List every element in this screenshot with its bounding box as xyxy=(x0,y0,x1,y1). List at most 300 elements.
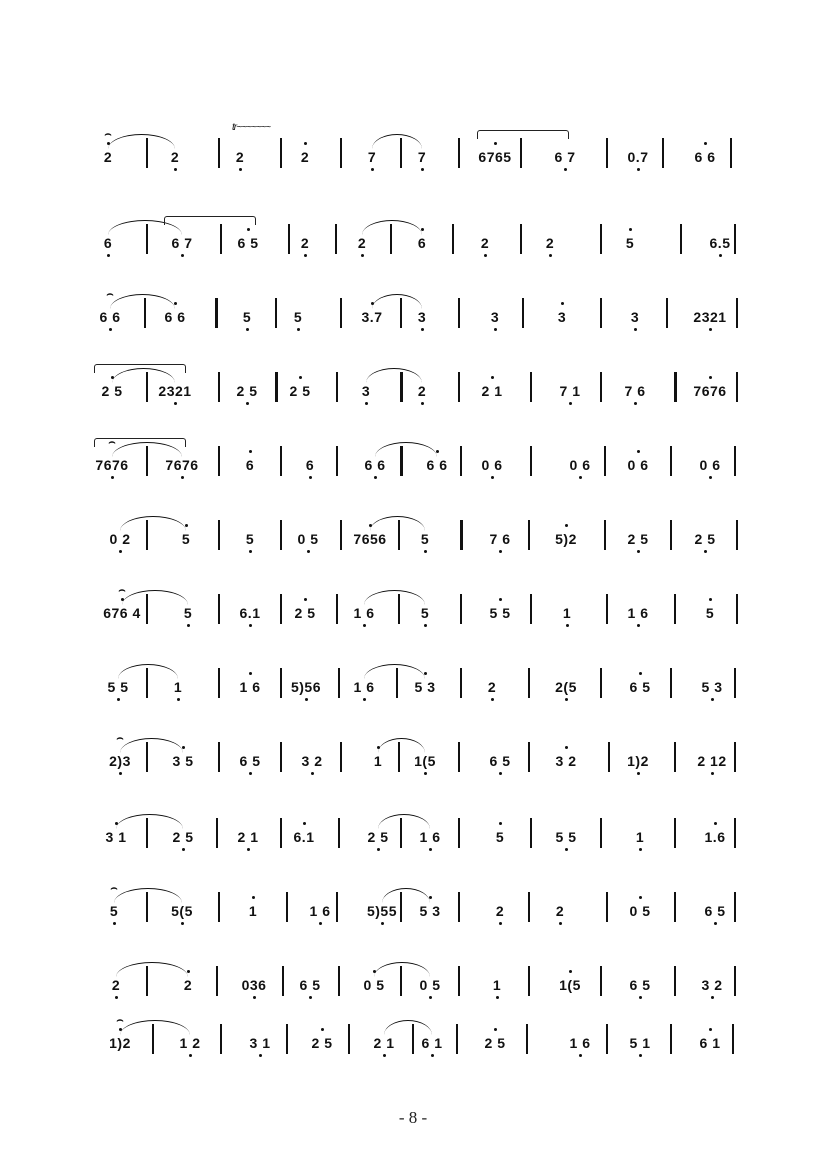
note-group: 0 5 xyxy=(419,977,441,993)
score-row xyxy=(100,384,736,444)
note-group: 5 xyxy=(495,829,505,845)
note-group: 1 6 xyxy=(239,679,261,695)
octave-dot xyxy=(639,848,642,851)
octave-dot xyxy=(247,848,250,851)
octave-dot xyxy=(365,402,368,405)
bar-line xyxy=(520,138,522,168)
bar-line xyxy=(528,668,530,698)
octave-dot xyxy=(704,142,707,145)
octave-dot xyxy=(361,254,364,257)
octave-dot xyxy=(109,328,112,331)
note-group: 5)55 xyxy=(366,903,398,919)
bar-line xyxy=(458,372,460,402)
bar-line xyxy=(458,298,460,328)
bar-line xyxy=(736,520,738,550)
octave-dot xyxy=(246,328,249,331)
phrase-bracket xyxy=(94,438,186,447)
note-group: 2 xyxy=(103,149,113,165)
octave-dot xyxy=(499,922,502,925)
bar-line xyxy=(600,298,602,328)
bar-line xyxy=(530,594,532,624)
note-group: 5)56 xyxy=(290,679,322,695)
note-group: 5 5 xyxy=(489,605,511,621)
octave-dot xyxy=(719,254,722,257)
bar-line xyxy=(674,818,676,848)
tie-arc xyxy=(372,294,422,309)
note-group: 1)2 xyxy=(109,1035,131,1051)
note-group: 6.1 xyxy=(239,605,261,621)
note-group: 1 6 xyxy=(309,903,331,919)
note-group: 2 1 xyxy=(237,829,259,845)
octave-dot xyxy=(115,996,118,999)
score-row xyxy=(100,236,736,296)
bar-line xyxy=(218,742,220,772)
bar-line xyxy=(218,892,220,922)
note-group: 7676 xyxy=(693,383,727,399)
note-group: 2 xyxy=(495,903,505,919)
bar-line xyxy=(218,520,220,550)
note-group: 2 xyxy=(235,149,245,165)
octave-dot xyxy=(113,922,116,925)
note-group: 2 5 xyxy=(172,829,194,845)
bar-line xyxy=(456,1024,458,1054)
bar-line xyxy=(458,818,460,848)
octave-dot xyxy=(107,254,110,257)
note-group: 2 5 xyxy=(101,383,123,399)
octave-dot xyxy=(307,550,310,553)
note-group: 0.7 xyxy=(627,149,649,165)
note-group: 036 xyxy=(241,977,267,993)
octave-dot xyxy=(637,168,640,171)
note-group: 6.1 xyxy=(293,829,315,845)
bar-line xyxy=(338,668,340,698)
bar-line xyxy=(670,668,672,698)
octave-dot xyxy=(253,996,256,999)
note-group: 1 xyxy=(173,679,183,695)
note-group: 1(5 xyxy=(414,753,436,769)
note-group: 5)2 xyxy=(555,531,577,547)
note-group: 3 xyxy=(630,309,640,325)
note-group: 7676 xyxy=(165,457,199,473)
octave-dot xyxy=(249,450,252,453)
note-group: 2(5 xyxy=(555,679,577,695)
octave-dot xyxy=(303,822,306,825)
octave-dot xyxy=(566,624,569,627)
bar-line xyxy=(280,668,282,698)
note-group: 6 1 xyxy=(699,1035,721,1051)
octave-dot xyxy=(634,402,637,405)
note-group: 6 6 xyxy=(99,309,121,325)
octave-dot xyxy=(499,598,502,601)
score-row xyxy=(100,1014,736,1096)
note-group: 6 5 xyxy=(704,903,726,919)
octave-dot xyxy=(559,922,562,925)
note-group: 1 xyxy=(492,977,502,993)
bar-line xyxy=(734,446,736,476)
octave-dot xyxy=(711,996,714,999)
note-group: 7 xyxy=(367,149,377,165)
note-group: 7 1 xyxy=(559,383,581,399)
note-group: 5 xyxy=(109,903,119,919)
note-group: 2 xyxy=(170,149,180,165)
bar-line xyxy=(275,372,278,402)
bar-line xyxy=(600,966,602,996)
note-group: 1 6 xyxy=(353,679,375,695)
octave-dot xyxy=(383,1054,386,1057)
octave-dot xyxy=(249,672,252,675)
bar-line xyxy=(528,892,530,922)
octave-dot xyxy=(709,328,712,331)
octave-dot xyxy=(185,524,188,527)
note-group: 3 5 xyxy=(172,753,194,769)
octave-dot xyxy=(429,848,432,851)
bar-line xyxy=(736,372,738,402)
bar-line xyxy=(282,966,284,996)
bar-line xyxy=(522,298,524,328)
octave-dot xyxy=(565,524,568,527)
phrase-bracket xyxy=(164,216,256,225)
octave-dot xyxy=(491,476,494,479)
octave-dot xyxy=(709,476,712,479)
note-group: 2 5 xyxy=(236,383,258,399)
tie-arc xyxy=(110,294,175,309)
note-group: 5 5 xyxy=(555,829,577,845)
note-group: 5 xyxy=(242,309,252,325)
note-group: 3 2 xyxy=(555,753,577,769)
octave-dot xyxy=(431,1054,434,1057)
note-group: 1 6 xyxy=(353,605,375,621)
bar-line xyxy=(286,892,288,922)
tie-arc xyxy=(370,516,425,531)
octave-dot xyxy=(187,970,190,973)
note-group: 2 xyxy=(300,149,310,165)
tie-arc xyxy=(366,368,422,383)
octave-dot xyxy=(704,550,707,553)
bar-line xyxy=(734,818,736,848)
octave-dot xyxy=(297,328,300,331)
bar-line xyxy=(335,224,337,254)
note-group: 2321 xyxy=(693,309,727,325)
octave-dot xyxy=(629,228,632,231)
note-group: 2 12 xyxy=(697,753,727,769)
bar-line xyxy=(600,372,602,402)
bar-line xyxy=(530,372,532,402)
bar-line xyxy=(218,594,220,624)
tie-arc xyxy=(372,134,422,149)
bar-line xyxy=(604,520,606,550)
note-group: 2 5 xyxy=(694,531,716,547)
octave-dot xyxy=(494,142,497,145)
note-group: 2 xyxy=(111,977,121,993)
octave-dot xyxy=(569,402,572,405)
octave-dot xyxy=(424,772,427,775)
octave-dot xyxy=(374,476,377,479)
bar-line xyxy=(670,520,672,550)
bar-line xyxy=(218,446,220,476)
note-group: 5 3 xyxy=(414,679,436,695)
note-group: 2 1 xyxy=(481,383,503,399)
note-group: 3 1 xyxy=(249,1035,271,1051)
octave-dot xyxy=(252,896,255,899)
note-group: 6.5 xyxy=(709,235,731,251)
score-row xyxy=(100,882,736,964)
octave-dot xyxy=(484,254,487,257)
bar-line xyxy=(666,298,668,328)
note-group: 2 5 xyxy=(627,531,649,547)
bar-line xyxy=(280,138,282,168)
octave-dot xyxy=(499,772,502,775)
note-group: 2)3 xyxy=(109,753,131,769)
octave-dot xyxy=(304,142,307,145)
octave-dot xyxy=(634,328,637,331)
bar-line xyxy=(340,138,342,168)
note-group: 1(5 xyxy=(559,977,581,993)
octave-dot xyxy=(371,168,374,171)
octave-dot xyxy=(496,996,499,999)
bar-line xyxy=(460,594,462,624)
octave-dot xyxy=(564,168,567,171)
note-group: 2 5 xyxy=(311,1035,333,1051)
note-group: 2 xyxy=(555,903,565,919)
score-row xyxy=(100,532,736,592)
note-group: 6 6 xyxy=(164,309,186,325)
note-group: 6 5 xyxy=(629,679,651,695)
note-group: 6 xyxy=(103,235,113,251)
note-group: 5 xyxy=(181,531,191,547)
bar-line xyxy=(530,446,532,476)
bar-line xyxy=(460,446,462,476)
octave-dot xyxy=(639,996,642,999)
octave-dot xyxy=(429,996,432,999)
bar-line xyxy=(340,742,342,772)
note-group: 2 xyxy=(417,383,427,399)
bar-line xyxy=(734,966,736,996)
bar-line xyxy=(670,1024,672,1054)
bar-line xyxy=(338,818,340,848)
tie-arc xyxy=(116,962,188,977)
octave-dot xyxy=(709,598,712,601)
trill-mark: tr~~~~~~~ xyxy=(232,122,270,133)
bar-line xyxy=(674,892,676,922)
note-group: 0 6 xyxy=(627,457,649,473)
octave-dot xyxy=(377,848,380,851)
bar-line xyxy=(336,372,338,402)
note-group: 1)2 xyxy=(627,753,649,769)
phrase-bracket xyxy=(94,364,186,373)
octave-dot xyxy=(637,772,640,775)
octave-dot xyxy=(309,476,312,479)
bar-line xyxy=(218,668,220,698)
fermata-icon: ⌢ xyxy=(108,436,116,448)
note-group: 2 xyxy=(357,235,367,251)
octave-dot xyxy=(491,376,494,379)
bar-line xyxy=(600,224,602,254)
octave-dot xyxy=(421,228,424,231)
octave-dot xyxy=(259,1054,262,1057)
note-group: 6765 xyxy=(478,149,512,165)
note-group: 1.6 xyxy=(704,829,726,845)
note-group: 0 5 xyxy=(629,903,651,919)
bar-line xyxy=(336,892,338,922)
bar-line xyxy=(606,594,608,624)
note-group: 3.7 xyxy=(361,309,383,325)
note-group: 2 5 xyxy=(294,605,316,621)
tie-arc xyxy=(120,738,183,753)
octave-dot xyxy=(181,476,184,479)
octave-dot xyxy=(714,922,717,925)
note-group: 3 2 xyxy=(301,753,323,769)
octave-dot xyxy=(189,1054,192,1057)
octave-dot xyxy=(711,772,714,775)
bar-line xyxy=(674,966,676,996)
note-group: 1 xyxy=(635,829,645,845)
bar-line xyxy=(674,372,677,402)
bar-line xyxy=(218,372,220,402)
tie-arc xyxy=(364,590,425,605)
note-group: 7 xyxy=(417,149,427,165)
octave-dot xyxy=(429,896,432,899)
bar-line xyxy=(280,594,282,624)
note-group: 2 1 xyxy=(373,1035,395,1051)
bar-line xyxy=(604,446,606,476)
note-group: 1 6 xyxy=(569,1035,591,1051)
bar-line xyxy=(674,742,676,772)
octave-dot xyxy=(119,772,122,775)
note-group: 5(5 xyxy=(171,903,193,919)
octave-dot xyxy=(569,970,572,973)
octave-dot xyxy=(249,550,252,553)
tie-arc xyxy=(378,738,425,753)
note-group: 2 xyxy=(545,235,555,251)
note-group: 5 xyxy=(183,605,193,621)
bar-line xyxy=(600,818,602,848)
note-group: 6 6 xyxy=(426,457,448,473)
note-group: 2 xyxy=(480,235,490,251)
bar-line xyxy=(460,520,463,550)
note-group: 2 5 xyxy=(484,1035,506,1051)
bar-line xyxy=(528,742,530,772)
bar-line xyxy=(528,520,530,550)
bar-line xyxy=(732,1024,734,1054)
note-group: 0 6 xyxy=(481,457,503,473)
tie-arc xyxy=(375,442,437,457)
bar-line xyxy=(218,138,220,168)
octave-dot xyxy=(639,672,642,675)
octave-dot xyxy=(319,922,322,925)
note-group: 3 xyxy=(361,383,371,399)
fermata-icon: ⌢ xyxy=(118,584,126,596)
octave-dot xyxy=(709,1028,712,1031)
note-group: 676 4 xyxy=(103,605,141,621)
bar-line xyxy=(520,224,522,254)
bar-line xyxy=(220,224,222,254)
bar-line xyxy=(348,1024,350,1054)
note-group: 6 7 xyxy=(554,149,576,165)
bar-line xyxy=(608,742,610,772)
bar-line xyxy=(662,138,664,168)
bar-line xyxy=(286,1024,288,1054)
bar-line xyxy=(216,966,218,996)
score-row xyxy=(100,680,736,740)
tie-arc xyxy=(122,590,188,605)
octave-dot xyxy=(174,168,177,171)
octave-dot xyxy=(424,672,427,675)
octave-dot xyxy=(424,624,427,627)
bar-line xyxy=(215,298,218,328)
fermata-icon: ⌢ xyxy=(110,882,118,894)
bar-line xyxy=(288,224,290,254)
note-group: 6 xyxy=(245,457,255,473)
note-group: 1 xyxy=(562,605,572,621)
bar-line xyxy=(730,138,732,168)
bar-line xyxy=(528,966,530,996)
note-group: 5 xyxy=(420,605,430,621)
octave-dot xyxy=(381,922,384,925)
note-group: 1 6 xyxy=(419,829,441,845)
tie-arc xyxy=(114,888,182,903)
octave-dot xyxy=(714,822,717,825)
octave-dot xyxy=(637,450,640,453)
bar-line xyxy=(600,668,602,698)
octave-dot xyxy=(711,698,714,701)
note-group: 5 xyxy=(705,605,715,621)
octave-dot xyxy=(117,698,120,701)
octave-dot xyxy=(363,698,366,701)
note-group: 5 1 xyxy=(629,1035,651,1051)
note-group: 6 xyxy=(417,235,427,251)
octave-dot xyxy=(491,698,494,701)
octave-dot xyxy=(499,550,502,553)
score-row xyxy=(100,584,736,666)
tie-arc xyxy=(108,134,175,149)
note-group: 3 1 xyxy=(105,829,127,845)
octave-dot xyxy=(181,922,184,925)
octave-dot xyxy=(709,376,712,379)
octave-dot xyxy=(494,1028,497,1031)
fermata-icon: ⌢ xyxy=(104,128,112,140)
note-group: 6 5 xyxy=(299,977,321,993)
octave-dot xyxy=(305,698,308,701)
octave-dot xyxy=(565,746,568,749)
octave-dot xyxy=(436,450,439,453)
score-row xyxy=(100,732,736,814)
octave-dot xyxy=(421,328,424,331)
octave-dot xyxy=(249,772,252,775)
tie-arc xyxy=(120,516,186,531)
octave-dot xyxy=(321,1028,324,1031)
note-group: 3 xyxy=(490,309,500,325)
octave-dot xyxy=(363,624,366,627)
bar-line xyxy=(458,892,460,922)
note-group: 6 1 xyxy=(421,1035,443,1051)
tie-arc xyxy=(116,814,183,829)
bar-line xyxy=(734,224,736,254)
bar-line xyxy=(280,520,282,550)
tie-arc xyxy=(362,220,422,235)
bar-line xyxy=(734,742,736,772)
note-group: 3 xyxy=(557,309,567,325)
octave-dot xyxy=(424,550,427,553)
octave-dot xyxy=(111,476,114,479)
octave-dot xyxy=(421,402,424,405)
note-group: 7 6 xyxy=(624,383,646,399)
note-group: 6 6 xyxy=(364,457,386,473)
note-group: 6 7 xyxy=(171,235,193,251)
octave-dot xyxy=(177,698,180,701)
note-group: 7676 xyxy=(95,457,129,473)
bar-line xyxy=(280,818,282,848)
fermata-icon: ⌢ xyxy=(116,1014,124,1026)
